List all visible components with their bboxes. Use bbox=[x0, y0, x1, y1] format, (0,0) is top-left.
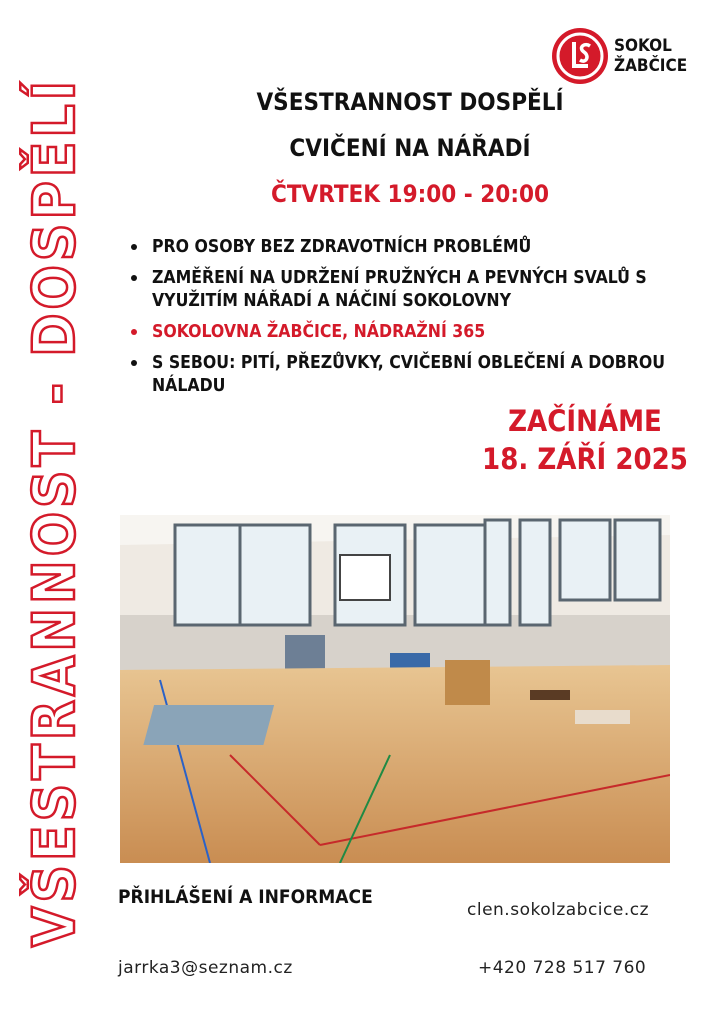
logo-line-2: ŽABČICE bbox=[614, 56, 688, 76]
logo-line-1: SOKOL bbox=[614, 36, 672, 56]
info-list bbox=[128, 236, 708, 406]
bullet-icon bbox=[131, 360, 137, 366]
list-item: PRO OSOBY BEZ ZDRAVOTNÍCH PROBLÉMŮ bbox=[128, 236, 708, 259]
heading-line-1: VŠESTRANNOST DOSPĚLÍ bbox=[256, 88, 564, 116]
phone-number[interactable]: +420 728 517 760 bbox=[478, 958, 647, 978]
website-link[interactable]: clen.sokolzabcice.cz bbox=[467, 900, 650, 920]
start-date bbox=[470, 402, 700, 478]
logo-emblem-icon bbox=[552, 28, 608, 84]
bullet-icon bbox=[131, 244, 137, 250]
gym-photo bbox=[120, 515, 670, 863]
list-item: SOKOLOVNA ŽABČICE, NÁDRAŽNÍ 365 bbox=[128, 321, 708, 344]
bullet-icon bbox=[131, 275, 137, 281]
email-link[interactable]: jarrka3@seznam.cz bbox=[118, 958, 293, 978]
contact-heading: PŘIHLÁŠENÍ A INFORMACE bbox=[118, 886, 373, 908]
start-line-2: 18. ZÁŘÍ 2025 bbox=[482, 442, 688, 476]
sokol-logo bbox=[552, 28, 692, 86]
heading-line-2: CVIČENÍ NA NÁŘADÍ bbox=[289, 134, 531, 162]
list-item: S SEBOU: PITÍ, PŘEZŮVKY, CVIČEBNÍ OBLEČENÍ A DOBROU NÁLADU bbox=[128, 352, 708, 398]
list-item: ZAMĚŘENÍ NA UDRŽENÍ PRUŽNÝCH A PEVNÝCH SVALŮ S VYUŽITÍM NÁŘADÍ A NÁČINÍ SOKOLOVNY bbox=[128, 267, 708, 313]
vertical-title-text: VŠESTRANNOST - DOSPĚLÍ bbox=[20, 76, 88, 948]
logo-text bbox=[614, 36, 687, 76]
start-line-1: ZAČÍNÁME bbox=[508, 404, 662, 438]
bullet-icon bbox=[131, 329, 137, 335]
schedule-text: ČTVRTEK 19:00 - 20:00 bbox=[270, 180, 549, 208]
